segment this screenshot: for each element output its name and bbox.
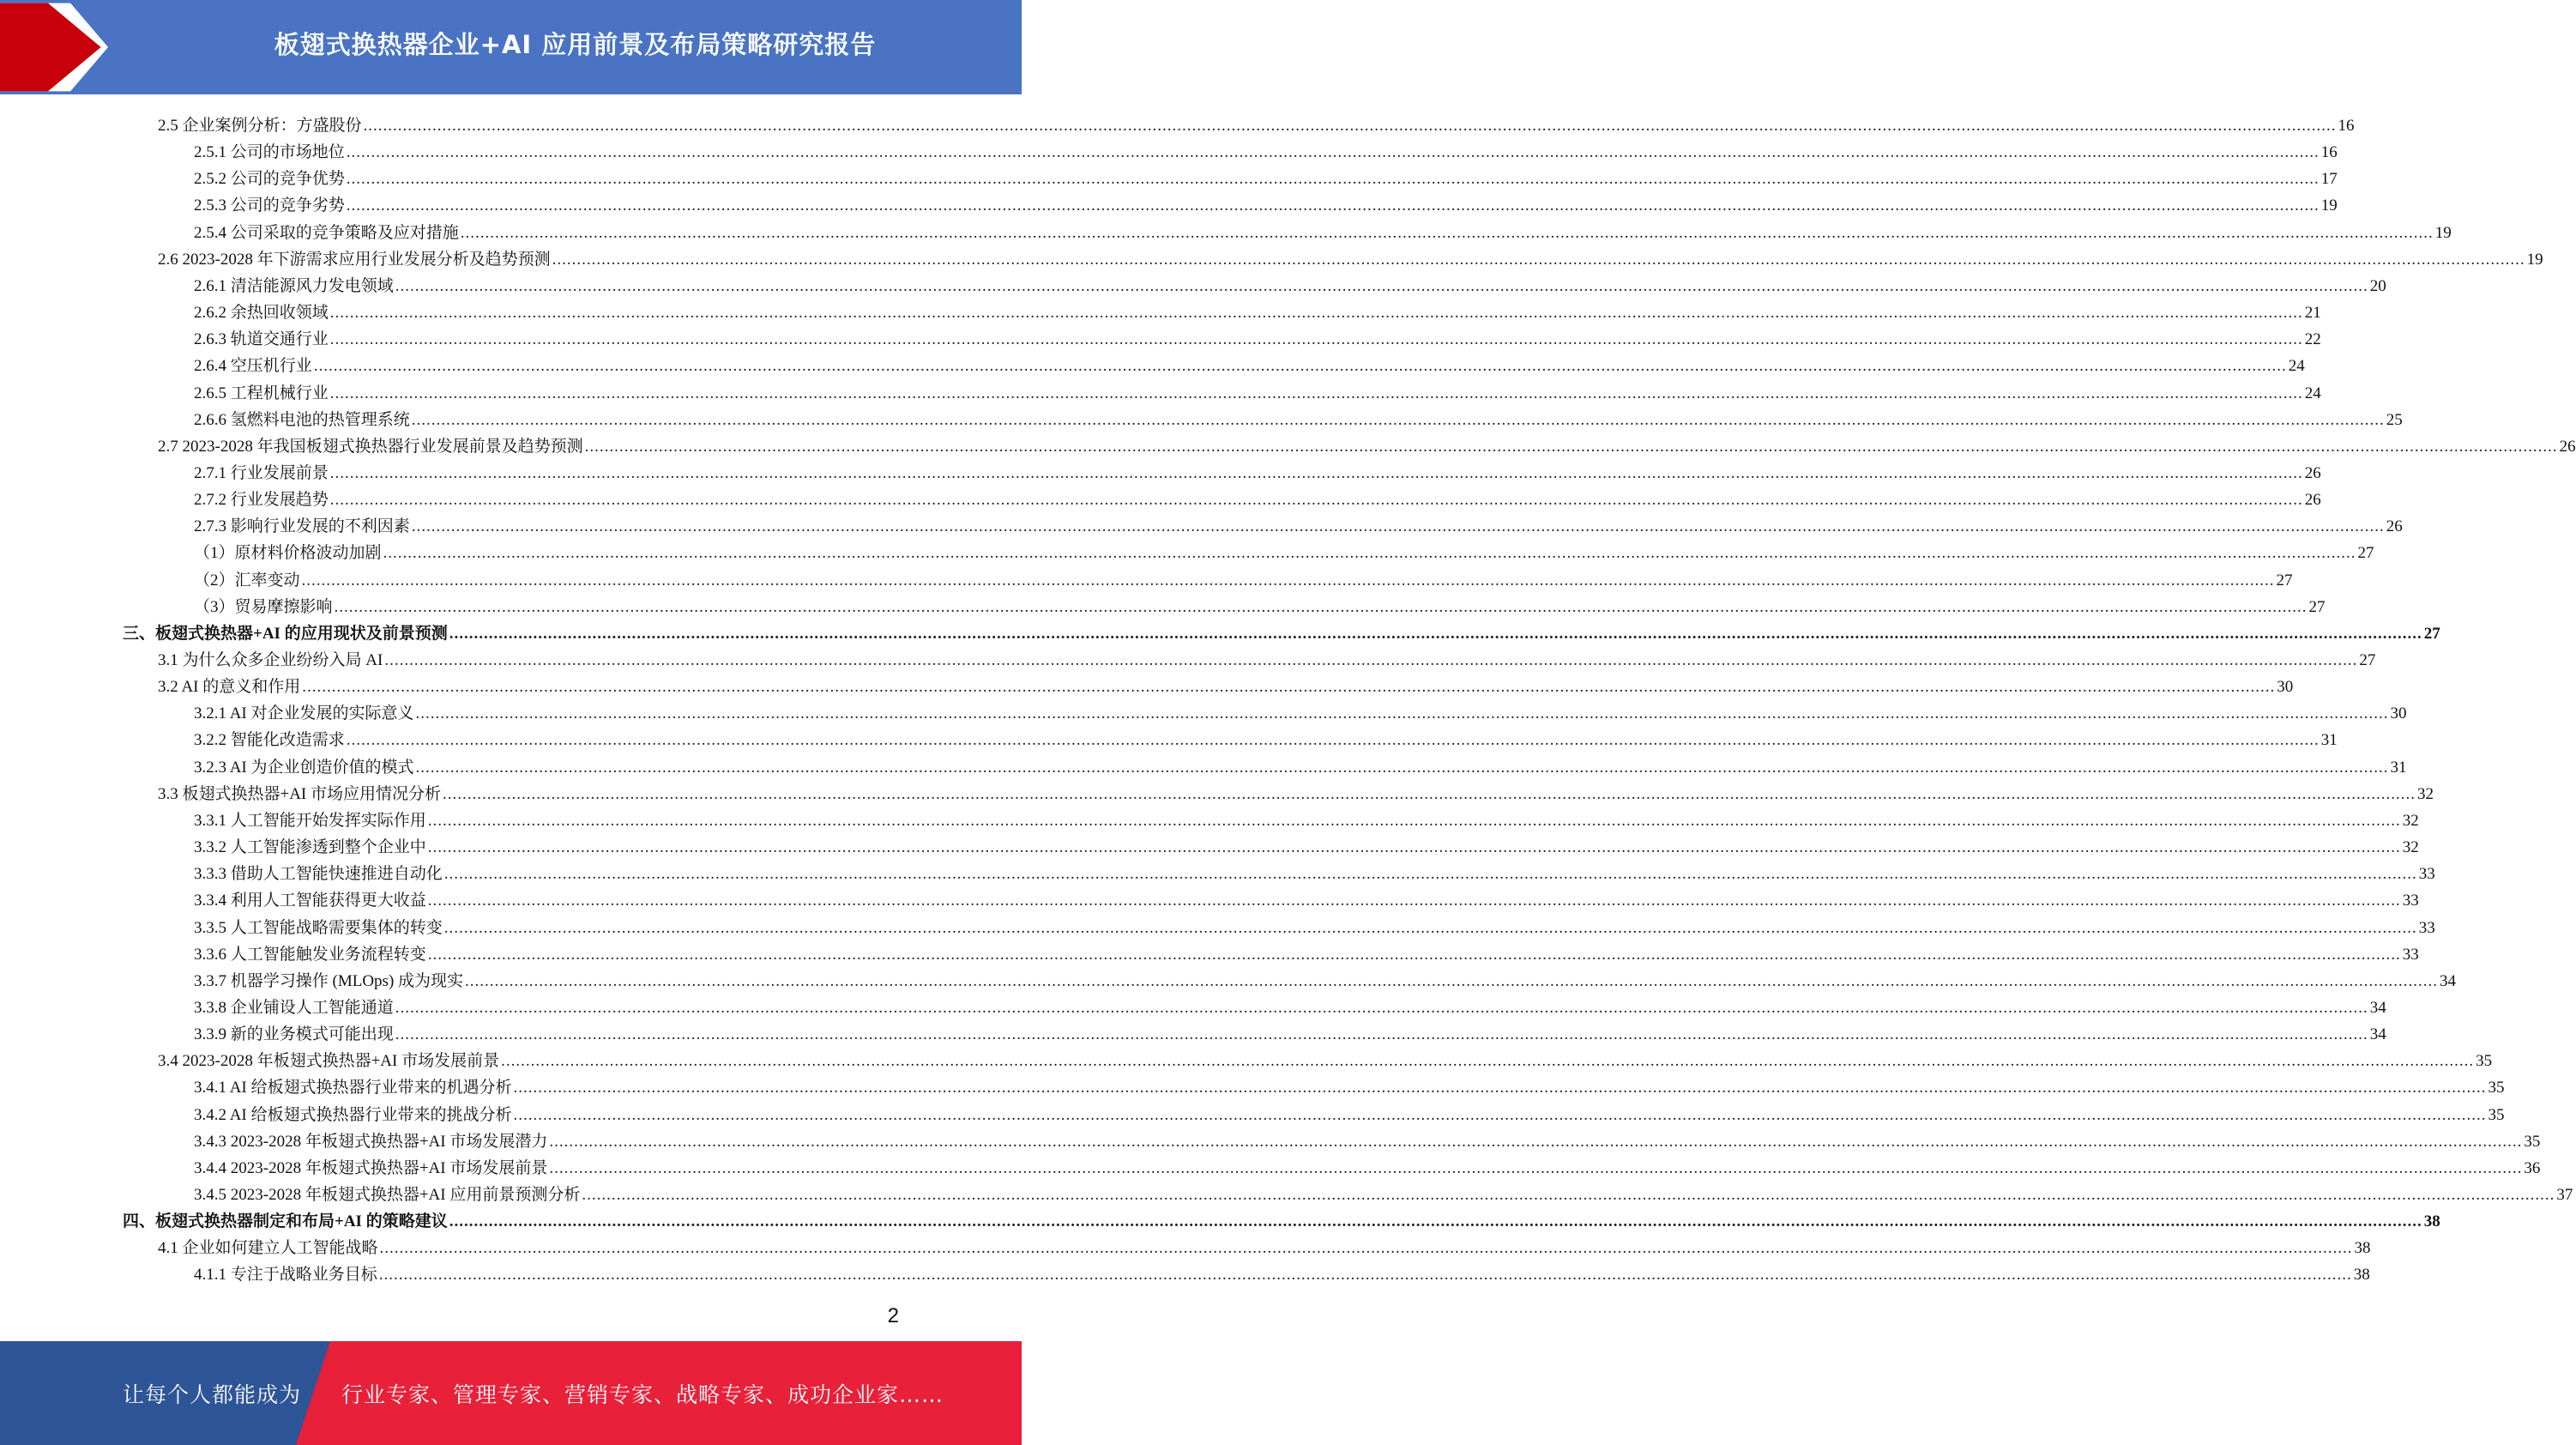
toc-entry-page: 32: [2402, 838, 2419, 857]
toc-entry-page: 38: [2353, 1266, 2370, 1285]
report-title: 板翅式换热器企业+AI 应用前景及布局策略研究报告: [274, 29, 877, 59]
toc-entry[interactable]: [158, 671, 2294, 698]
toc-entry-label: 3.3.3 借助人工智能快速推进自动化: [194, 865, 443, 884]
toc-entry[interactable]: [158, 1232, 2371, 1259]
toc-entry-label: 3.1 为什么众多企业纷纷入局 AI: [158, 651, 383, 669]
toc-entry-label: 2.7.1 行业发展前景: [194, 463, 329, 482]
toc-leader-dots: ................................................................................................................................................................................................................................................................................................................................................................................................................: [513, 1079, 2487, 1097]
toc-entry-label: 2.5 企业案例分析：方盛股份: [158, 117, 362, 135]
footer-slogan-left: 让每个人都能成为: [123, 1382, 302, 1407]
toc-entry[interactable]: [194, 752, 2407, 778]
toc-entry[interactable]: [194, 136, 2338, 163]
toc-entry-label: （1）原材料价格波动加剧: [194, 544, 382, 563]
toc-entry-label: 3.3.6 人工智能触发业务流程转变: [194, 945, 426, 964]
toc-leader-dots: ................................................................................................................................................................................................................................................................................................................................................................................................................: [460, 223, 2434, 242]
toc-leader-dots: ................................................................................................................................................................................................................................................................................................................................................................................................................: [378, 1266, 2352, 1285]
toc-entry[interactable]: [158, 431, 2576, 457]
toc-leader-dots: ................................................................................................................................................................................................................................................................................................................................................................................................................: [329, 384, 2303, 402]
toc-leader-dots: ................................................................................................................................................................................................................................................................................................................................................................................................................: [302, 678, 2276, 697]
toc-entry[interactable]: [158, 644, 2376, 671]
toc-entry-label: 四、板翅式换热器制定和布局+AI 的策略建议: [123, 1212, 448, 1231]
toc-entry-page: 33: [2402, 945, 2419, 964]
toc-leader-dots: ................................................................................................................................................................................................................................................................................................................................................................................................................: [427, 811, 2401, 830]
toc-entry[interactable]: [194, 457, 2321, 484]
toc-entry[interactable]: [194, 992, 2386, 1019]
toc-entry-label: 2.6.2 余热回收领域: [194, 304, 329, 323]
toc-leader-dots: ................................................................................................................................................................................................................................................................................................................................................................................................................: [395, 998, 2368, 1017]
toc-leader-dots: ................................................................................................................................................................................................................................................................................................................................................................................................................: [334, 597, 2308, 616]
toc-entry-page: 35: [2488, 1105, 2505, 1124]
toc-leader-dots: ................................................................................................................................................................................................................................................................................................................................................................................................................: [582, 1186, 2555, 1204]
toc-entry-label: 3.3.7 机器学习操作 (MLOps) 成为现实: [194, 971, 464, 990]
toc-leader-dots: ................................................................................................................................................................................................................................................................................................................................................................................................................: [313, 357, 2287, 376]
toc-entry-page: 21: [2304, 304, 2321, 323]
toc-leader-dots: ................................................................................................................................................................................................................................................................................................................................................................................................................: [443, 784, 2416, 803]
toc-entry[interactable]: [194, 163, 2338, 190]
toc-entry-page: 33: [2418, 865, 2435, 884]
toc-entry-page: 19: [2434, 223, 2452, 242]
toc-entry[interactable]: [194, 831, 2419, 858]
toc-entry-label: 2.5.1 公司的市场地位: [194, 143, 345, 162]
toc-entry-page: 35: [2476, 1052, 2493, 1071]
toc-entry-page: 30: [2277, 678, 2294, 697]
toc-leader-dots: ................................................................................................................................................................................................................................................................................................................................................................................................................: [501, 1052, 2475, 1071]
toc-entry[interactable]: [123, 618, 2440, 644]
toc-leader-dots: ................................................................................................................................................................................................................................................................................................................................................................................................................: [329, 304, 2303, 323]
toc-leader-dots: ................................................................................................................................................................................................................................................................................................................................................................................................................: [449, 624, 2422, 643]
toc-entry[interactable]: [194, 698, 2407, 724]
toc-entry[interactable]: [194, 565, 2293, 591]
toc-entry-label: 4.1.1 专注于战略业务目标: [194, 1266, 377, 1285]
toc-leader-dots: ................................................................................................................................................................................................................................................................................................................................................................................................................: [363, 117, 2337, 135]
toc-entry-label: 3.3.2 人工智能渗透到整个企业中: [194, 838, 426, 857]
toc-entry[interactable]: [194, 1152, 2541, 1179]
toc-entry-page: 31: [2320, 731, 2338, 750]
toc-entry[interactable]: [158, 778, 2434, 805]
toc-entry-label: 3.4.1 AI 给板翅式换热器行业带来的机遇分析: [194, 1079, 512, 1097]
toc-entry-page: 19: [2526, 250, 2543, 269]
toc-entry-page: 27: [2357, 544, 2374, 563]
toc-entry-label: （3）贸易摩擦影响: [194, 597, 333, 616]
toc-leader-dots: ................................................................................................................................................................................................................................................................................................................................................................................................................: [346, 143, 2320, 162]
toc-entry-page: 36: [2524, 1158, 2541, 1177]
toc-leader-dots: ................................................................................................................................................................................................................................................................................................................................................................................................................: [379, 1239, 2353, 1258]
toc-leader-dots: ................................................................................................................................................................................................................................................................................................................................................................................................................: [395, 276, 2368, 295]
toc-entry-page: 38: [2423, 1212, 2440, 1231]
toc-leader-dots: ................................................................................................................................................................................................................................................................................................................................................................................................................: [411, 517, 2385, 536]
toc-entry-label: 3.2.2 智能化改造需求: [194, 731, 345, 750]
toc-entry-page: 25: [2386, 410, 2403, 429]
toc-entry[interactable]: [194, 537, 2374, 564]
toc-entry-label: 2.7.2 行业发展趋势: [194, 491, 329, 510]
toc-entry-page: 27: [2423, 624, 2440, 643]
toc-leader-dots: ................................................................................................................................................................................................................................................................................................................................................................................................................: [411, 410, 2385, 429]
toc-entry-page: 27: [2359, 651, 2376, 669]
toc-entry-label: 3.3.9 新的业务模式可能出现: [194, 1025, 394, 1044]
toc-entry-label: 2.5.2 公司的竞争优势: [194, 170, 345, 189]
toc-entry-label: 3.4.3 2023-2028 年板翅式换热器+AI 市场发展潜力: [194, 1132, 548, 1151]
toc-leader-dots: ................................................................................................................................................................................................................................................................................................................................................................................................................: [427, 945, 2401, 964]
toc-entry[interactable]: [194, 484, 2321, 511]
toc-entry-label: 三、板翅式换热器+AI 的应用现状及前景预测: [123, 624, 448, 643]
toc-entry-label: 2.5.4 公司采取的竞争策略及应对措施: [194, 223, 459, 242]
toc-entry-label: 3.4.4 2023-2028 年板翅式换热器+AI 市场发展前景: [194, 1158, 548, 1177]
toc-entry-label: 2.7 2023-2028 年我国板翅式换热器行业发展前景及趋势预测: [158, 437, 583, 456]
toc-leader-dots: ................................................................................................................................................................................................................................................................................................................................................................................................................: [346, 196, 2320, 215]
toc-entry[interactable]: [158, 244, 2543, 270]
toc-entry-page: 16: [2338, 117, 2355, 135]
toc-entry[interactable]: [194, 297, 2321, 323]
header-banner: [0, 0, 1022, 94]
toc-entry-page: 35: [2524, 1132, 2541, 1151]
toc-leader-dots: ................................................................................................................................................................................................................................................................................................................................................................................................................: [301, 571, 2275, 589]
toc-entry[interactable]: [194, 404, 2403, 431]
toc-entry-page: 34: [2369, 998, 2386, 1017]
toc-leader-dots: ................................................................................................................................................................................................................................................................................................................................................................................................................: [584, 437, 2558, 456]
toc-entry-label: 3.4.2 AI 给板翅式换热器行业带来的挑战分析: [194, 1105, 512, 1124]
footer-slogan-right: 行业专家、管理专家、营销专家、战略专家、成功企业家……: [341, 1382, 944, 1407]
toc-entry-page: 32: [2402, 811, 2419, 830]
toc-leader-dots: ................................................................................................................................................................................................................................................................................................................................................................................................................: [346, 731, 2320, 750]
toc-leader-dots: ................................................................................................................................................................................................................................................................................................................................................................................................................: [395, 1025, 2368, 1044]
toc-entry[interactable]: [194, 1179, 2573, 1206]
toc-entry-page: 26: [2559, 437, 2576, 456]
toc-entry-page: 17: [2320, 170, 2338, 189]
toc-leader-dots: ................................................................................................................................................................................................................................................................................................................................................................................................................: [329, 491, 2303, 510]
toc-entry-page: 19: [2320, 196, 2338, 215]
toc-entry[interactable]: [194, 912, 2435, 939]
page-number: 2: [887, 1304, 899, 1327]
toc-entry-label: 3.4 2023-2028 年板翅式换热器+AI 市场发展前景: [158, 1052, 500, 1071]
toc-entry[interactable]: [194, 939, 2419, 965]
toc-entry[interactable]: [194, 217, 2452, 244]
toc-entry[interactable]: [194, 591, 2326, 618]
toc-entry-label: 2.6.5 工程机械行业: [194, 384, 329, 402]
toc-entry-page: 16: [2320, 143, 2338, 162]
toc-entry[interactable]: [158, 1045, 2493, 1072]
toc-entry-label: 3.3.8 企业铺设人工智能通道: [194, 998, 394, 1017]
toc-entry-page: 26: [2386, 517, 2403, 536]
toc-leader-dots: ................................................................................................................................................................................................................................................................................................................................................................................................................: [384, 651, 2358, 669]
toc-entry-label: 2.6 2023-2028 年下游需求应用行业发展分析及趋势预测: [158, 250, 551, 269]
toc-entry-label: 2.6.4 空压机行业: [194, 357, 312, 376]
toc-entry-label: 4.1 企业如何建立人工智能战略: [158, 1239, 378, 1258]
toc-entry[interactable]: [194, 378, 2321, 404]
toc-leader-dots: ................................................................................................................................................................................................................................................................................................................................................................................................................: [329, 330, 2303, 349]
toc-entry-label: 3.3 板翅式换热器+AI 市场应用情况分析: [158, 784, 442, 803]
toc-leader-dots: ................................................................................................................................................................................................................................................................................................................................................................................................................: [383, 544, 2356, 563]
toc-leader-dots: ................................................................................................................................................................................................................................................................................................................................................................................................................: [549, 1158, 2523, 1177]
toc-entry[interactable]: [158, 110, 2355, 136]
header-red-arrow-decoration: [0, 0, 120, 94]
toc-entry[interactable]: [194, 1259, 2370, 1285]
toc-entry-label: 3.2.3 AI 为企业创造价值的模式: [194, 758, 414, 777]
toc-entry-page: 32: [2417, 784, 2434, 803]
toc-leader-dots: ................................................................................................................................................................................................................................................................................................................................................................................................................: [465, 971, 2439, 990]
toc-leader-dots: ................................................................................................................................................................................................................................................................................................................................................................................................................: [552, 250, 2525, 269]
toc-entry-label: 2.6.6 氢燃料电池的热管理系统: [194, 410, 410, 429]
toc-entry[interactable]: [194, 858, 2435, 885]
toc-entry-label: 3.2 AI 的意义和作用: [158, 678, 301, 697]
toc-entry-page: 31: [2390, 758, 2407, 777]
footer-banner: [0, 1341, 1022, 1445]
toc-entry[interactable]: [194, 885, 2419, 911]
toc-entry[interactable]: [194, 511, 2403, 537]
toc-entry-page: 34: [2440, 971, 2457, 990]
toc-entry-page: 34: [2369, 1025, 2386, 1044]
toc-entry[interactable]: [194, 1019, 2386, 1045]
toc-entry-page: 27: [2308, 597, 2326, 616]
toc-entry-page: 27: [2276, 571, 2293, 589]
toc-entry-page: 30: [2390, 704, 2407, 723]
toc-leader-dots: ................................................................................................................................................................................................................................................................................................................................................................................................................: [549, 1132, 2523, 1151]
toc-leader-dots: ................................................................................................................................................................................................................................................................................................................................................................................................................: [427, 892, 2401, 910]
toc-entry-page: 22: [2304, 330, 2321, 349]
toc-entry-label: （2）汇率变动: [194, 571, 300, 589]
toc-entry[interactable]: [194, 350, 2305, 377]
toc-leader-dots: ................................................................................................................................................................................................................................................................................................................................................................................................................: [427, 838, 2401, 857]
toc-entry-page: 20: [2369, 276, 2386, 295]
toc-entry-page: 24: [2288, 357, 2305, 376]
toc-entry-label: 3.2.1 AI 对企业发展的实际意义: [194, 704, 414, 723]
toc-leader-dots: ................................................................................................................................................................................................................................................................................................................................................................................................................: [415, 704, 2389, 723]
toc-entry[interactable]: [123, 1206, 2440, 1232]
toc-entry[interactable]: [194, 323, 2321, 350]
toc-entry[interactable]: [194, 1099, 2505, 1126]
toc-entry-page: 26: [2304, 463, 2321, 482]
toc-leader-dots: ................................................................................................................................................................................................................................................................................................................................................................................................................: [443, 865, 2417, 884]
toc-entry-page: 38: [2354, 1239, 2371, 1258]
toc-leader-dots: ................................................................................................................................................................................................................................................................................................................................................................................................................: [449, 1212, 2422, 1231]
toc-leader-dots: ................................................................................................................................................................................................................................................................................................................................................................................................................: [513, 1105, 2487, 1124]
toc-leader-dots: ................................................................................................................................................................................................................................................................................................................................................................................................................: [346, 170, 2320, 189]
toc-entry[interactable]: [194, 1126, 2541, 1152]
toc-leader-dots: ................................................................................................................................................................................................................................................................................................................................................................................................................: [415, 758, 2389, 777]
toc-entry[interactable]: [194, 805, 2419, 831]
toc-leader-dots: ................................................................................................................................................................................................................................................................................................................................................................................................................: [329, 463, 2303, 482]
toc-entry-label: 2.7.3 影响行业发展的不利因素: [194, 517, 410, 536]
toc-entry[interactable]: [194, 270, 2386, 297]
toc-entry-label: 2.6.3 轨道交通行业: [194, 330, 329, 349]
toc-entry-page: 35: [2488, 1079, 2505, 1097]
toc-entry[interactable]: [194, 724, 2338, 751]
toc-entry-page: 37: [2556, 1186, 2573, 1204]
toc-entry-page: 33: [2418, 918, 2435, 937]
toc-entry-label: 3.3.5 人工智能战略需要集体的转变: [194, 918, 443, 937]
toc-entry-page: 33: [2402, 892, 2419, 910]
toc-entry[interactable]: [194, 190, 2338, 216]
toc-entry-label: 2.6.1 清洁能源风力发电领域: [194, 276, 394, 295]
toc-entry-label: 2.5.3 公司的竞争劣势: [194, 196, 345, 215]
toc-entry-label: 3.3.1 人工智能开始发挥实际作用: [194, 811, 426, 830]
toc-leader-dots: ................................................................................................................................................................................................................................................................................................................................................................................................................: [443, 918, 2417, 937]
toc-entry-label: 3.3.4 利用人工智能获得更大收益: [194, 892, 426, 910]
toc-entry[interactable]: [194, 965, 2457, 992]
toc-entry-label: 3.4.5 2023-2028 年板翅式换热器+AI 应用前景预测分析: [194, 1186, 581, 1204]
toc-entry-page: 26: [2304, 491, 2321, 510]
toc-entry[interactable]: [194, 1072, 2505, 1098]
toc-entry-page: 24: [2304, 384, 2321, 402]
